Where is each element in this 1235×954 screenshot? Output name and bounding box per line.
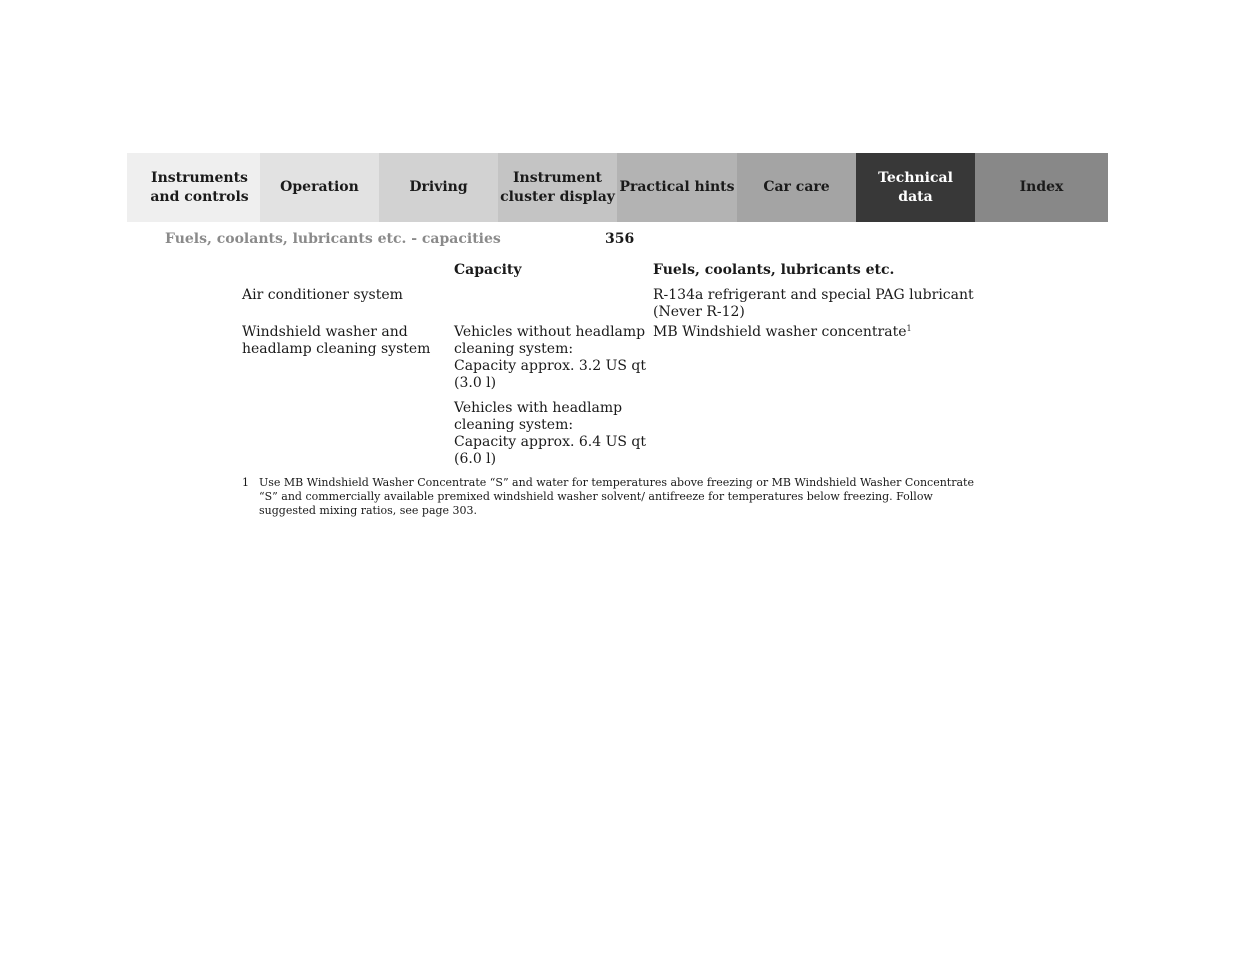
footnote: [242, 476, 987, 518]
column-header-capacity: Capacity: [454, 262, 522, 278]
tab-instrument-cluster-display[interactable]: [498, 153, 617, 222]
tab-label: Instruments and controls: [150, 169, 249, 205]
tab-operation[interactable]: [260, 153, 379, 222]
tab-index[interactable]: [975, 153, 1108, 222]
tab-label: Index: [1019, 179, 1064, 195]
tab-label: Driving: [409, 179, 468, 195]
footnote-text: Use MB Windshield Washer Concentrate “S” and water for temperatures above freezing or MB Windshield Washer Concentrate “S” and commercially available premixed windshield washer solvent/ antifreeze for temperatures below freezing. Follow suggested mixing ratios, see page 303.: [259, 476, 974, 517]
fluid-name: MB Windshield washer concentrate: [653, 324, 907, 340]
tab-practical-hints[interactable]: [617, 153, 737, 222]
row-capacity-without-headlamp-cleaning: Vehicles without headlamp cleaning system: Capacity approx. 3.2 US qt (3.0 l): [454, 324, 647, 391]
tab-label: Technical data: [878, 169, 953, 205]
footnote-reference: 1: [906, 324, 912, 333]
tab-label: Operation: [280, 179, 359, 195]
row-capacity-with-headlamp-cleaning: Vehicles with headlamp cleaning system: Capacity approx. 6.4 US qt (6.0 l): [454, 400, 647, 467]
tab-label: Car care: [763, 179, 830, 195]
tab-label: Practical hints: [619, 179, 735, 195]
row-item-air-conditioner: Air conditioner system: [242, 287, 403, 303]
column-header-fluids: Fuels, coolants, lubricants etc.: [653, 262, 895, 278]
footnote-mark: 1: [242, 476, 249, 489]
tab-driving[interactable]: [379, 153, 498, 222]
row-item-windshield-washer: Windshield washer and headlamp cleaning system: [242, 324, 431, 357]
tab-instruments-and-controls[interactable]: [127, 153, 260, 222]
page-number: 356: [605, 231, 635, 247]
row-fluid-windshield-washer: [653, 324, 912, 341]
tab-car-care[interactable]: [737, 153, 856, 222]
tab-label: Instrument cluster display: [500, 169, 615, 205]
tab-technical-data[interactable]: [856, 153, 975, 222]
section-title: Fuels, coolants, lubricants etc. - capacities: [165, 231, 501, 247]
chapter-navigation: [127, 153, 1108, 222]
row-fluid-air-conditioner: R-134a refrigerant and special PAG lubricant (Never R-12): [653, 287, 974, 320]
